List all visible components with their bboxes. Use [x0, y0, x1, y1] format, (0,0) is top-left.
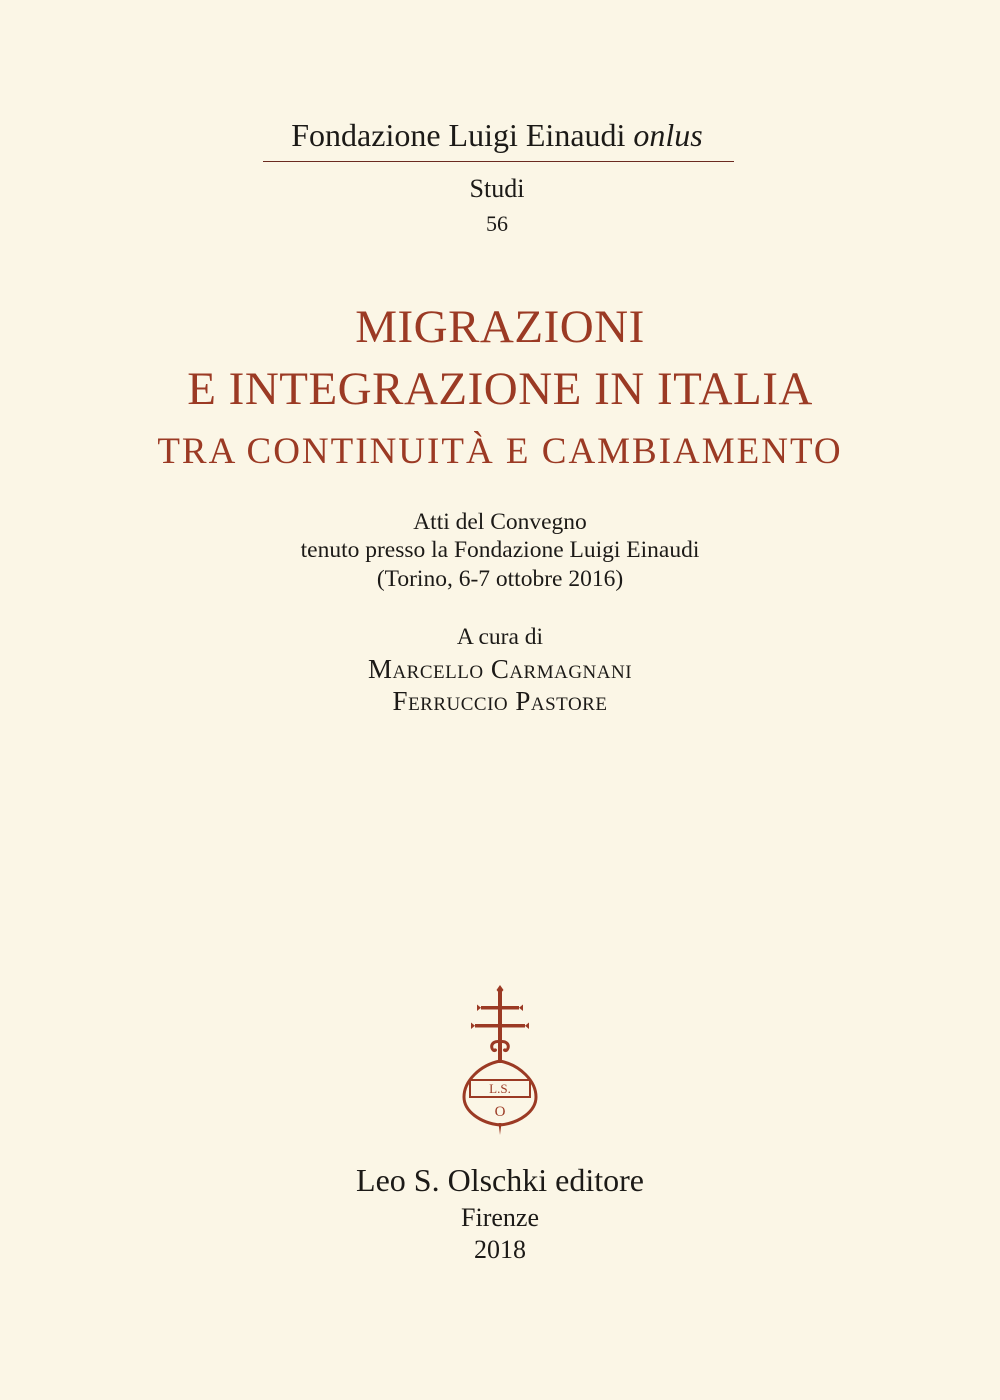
proceedings-line-2: tenuto presso la Fondazione Luigi Einaudi: [300, 537, 700, 563]
series-name: [0, 119, 997, 151]
publication-year: 2018: [474, 1235, 526, 1264]
publisher-mark-letter-bottom: O: [494, 1104, 506, 1120]
publisher-mark-icon: [458, 985, 542, 1135]
editor-name-2: Ferruccio Pastore: [392, 686, 608, 716]
publisher-name: Leo S. Olschki editore: [356, 1162, 644, 1198]
proceedings-line-3: (Torino, 6-7 ottobre 2016): [376, 566, 624, 592]
series-number: 56: [486, 211, 508, 236]
proceedings-line-1: Atti del Convegno: [413, 509, 587, 535]
editors-label: A cura di: [456, 624, 544, 650]
series-name-main: Fondazione Luigi Einaudi: [291, 117, 626, 153]
series-name-suffix: onlus: [633, 117, 703, 153]
series-label: Studi: [469, 174, 525, 203]
series-divider: [263, 161, 734, 162]
title-line-1: MIGRAZIONI: [355, 301, 645, 353]
publisher-city: Firenze: [461, 1203, 539, 1232]
title-line-2: E INTEGRAZIONE IN ITALIA: [187, 363, 813, 415]
subtitle: TRA CONTINUITÀ E CAMBIAMENTO: [157, 431, 843, 472]
publisher-mark-letters-top: L.S.: [489, 1081, 511, 1096]
editor-name-1: Marcello Carmagnani: [367, 654, 633, 684]
